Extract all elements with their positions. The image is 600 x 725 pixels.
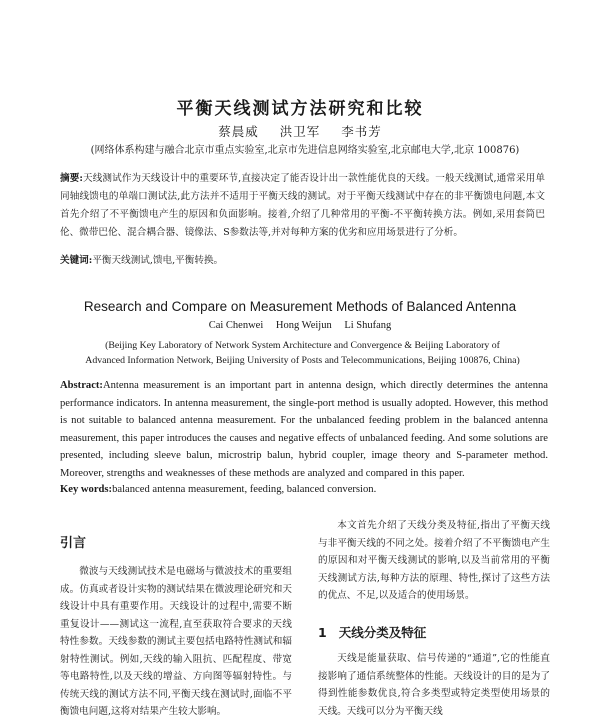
intro-paragraph: 微波与天线测试技术是电磁场与微波技术的重要组成。仿真或者设计实物的测试结果在微波理论研究和天线设计中具有重要作用。天线设计的过程中,需要不断重复设计——测试这一流程,直至获取符合要求的天线特性参数。天线参数的测试主要包括电路特性测试和辐射特性测试。例如,天线的输入阻抗、匹配程度、带宽等电路特性,以及天线的增益、方向图等辐射特性。与传统天线的测试方法不同,平衡天线在测试时,面临不平衡馈电问题,这将对结果产生较大影响。 [60,566,292,717]
chinese-keywords [60,252,545,266]
chinese-authors [0,122,600,140]
chinese-abstract-text: 天线测试作为天线设计中的重要环节,直接决定了能否设计出一款性能优良的天线。一般天线测试,通常采用单同轴线馈电的单端口测试法,此方法并不适用于平衡天线的测试。对于平衡天线测试中存在的非平衡馈电问题,本文首先介绍了不平衡馈电产生的原因和负面影响。接着,介绍了几种常用的平衡-不平衡转换方法。例如,采用套筒巴伦、微带巴伦、混合耦合器、镜像法、S参数法等,并对每种方案的优劣和应用场景进行了分析。 [60,173,545,238]
author-2: 洪卫军 [279,124,321,139]
chinese-abstract-label: 摘要: [60,173,83,184]
en-author-1: Cai Chenwei [208,320,264,331]
english-abstract-label: Abstract: [60,380,103,391]
en-author-3: Li Shufang [344,320,392,331]
en-author-2: Hong Weijun [275,320,332,331]
chinese-keywords-label: 关键词: [60,255,93,266]
english-authors [0,320,600,331]
english-abstract [60,377,548,482]
section-1-number: 1 [318,625,327,640]
english-keywords-label: Key words: [60,484,113,495]
author-3: 李书芳 [341,124,382,139]
english-keywords [60,484,548,495]
section-1-heading [318,623,426,641]
right-intro-paragraph: 本文首先介绍了天线分类及特征,指出了平衡天线与非平衡天线的不同之处。接着介绍了不平衡馈电产生的原因和对平衡天线测试的影响,以及当前常用的平衡天线测试方法,每种方法的原理、特性,探讨了这些方法的优点、不足,以及适合的使用场景。 [318,520,550,601]
section-1-title: 天线分类及特征 [338,625,427,640]
section-intro-heading: 引言 [60,536,87,551]
chinese-title: 平衡天线测试方法研究和比较 [176,99,424,119]
section-1-paragraph: 天线是能量获取、信号传递的“通道”,它的性能直接影响了通信系统整体的性能。天线设计的目的是为了得到性能参数优良,符合多类型或特定类型使用场景的天线。天线可以分为平衡天线 [318,653,550,717]
english-title: Research and Compare on Measurement Methods of Balanced Antenna [83,299,517,314]
chinese-keywords-text: 平衡天线测试,馈电,平衡转换。 [92,255,224,266]
english-abstract-text: Antenna measurement is an important part in antenna design, which directly determines the antenna performance indicators. In antenna measurement, the single-port method is usually adopted. However, this method is not suitable to balanced antenna measurement. For the unbalanced feeding problem in the balanced antenna measurement, this paper introduces the causes and negative effects of unbalanced feeding. And some solutions are presented, including sleeve balun, microstrip balun, hybrid coupler, image theory and S-parameter method. Moreover, strengths and weaknesses of these methods are analyzed and compared in this paper. [60,380,548,479]
english-keywords-text: balanced antenna measurement, feeding, balanced conversion. [112,484,377,495]
chinese-abstract [60,170,545,242]
author-1: 蔡晨威 [218,124,259,139]
english-affiliation-line-2: Advanced Information Network, Beijing University of Posts and Telecommunications, Beijing 100876, China) [85,355,520,366]
english-affiliation [60,338,545,368]
chinese-affiliation: (网络体系构建与融合北京市重点实验室,北京市先进信息网络实验室,北京邮电大学,北京 100876) [90,145,520,156]
english-affiliation-line-1: (Beijing Key Laboratory of Network System Architecture and Convergence & Beijing Laboratory of [105,340,500,351]
